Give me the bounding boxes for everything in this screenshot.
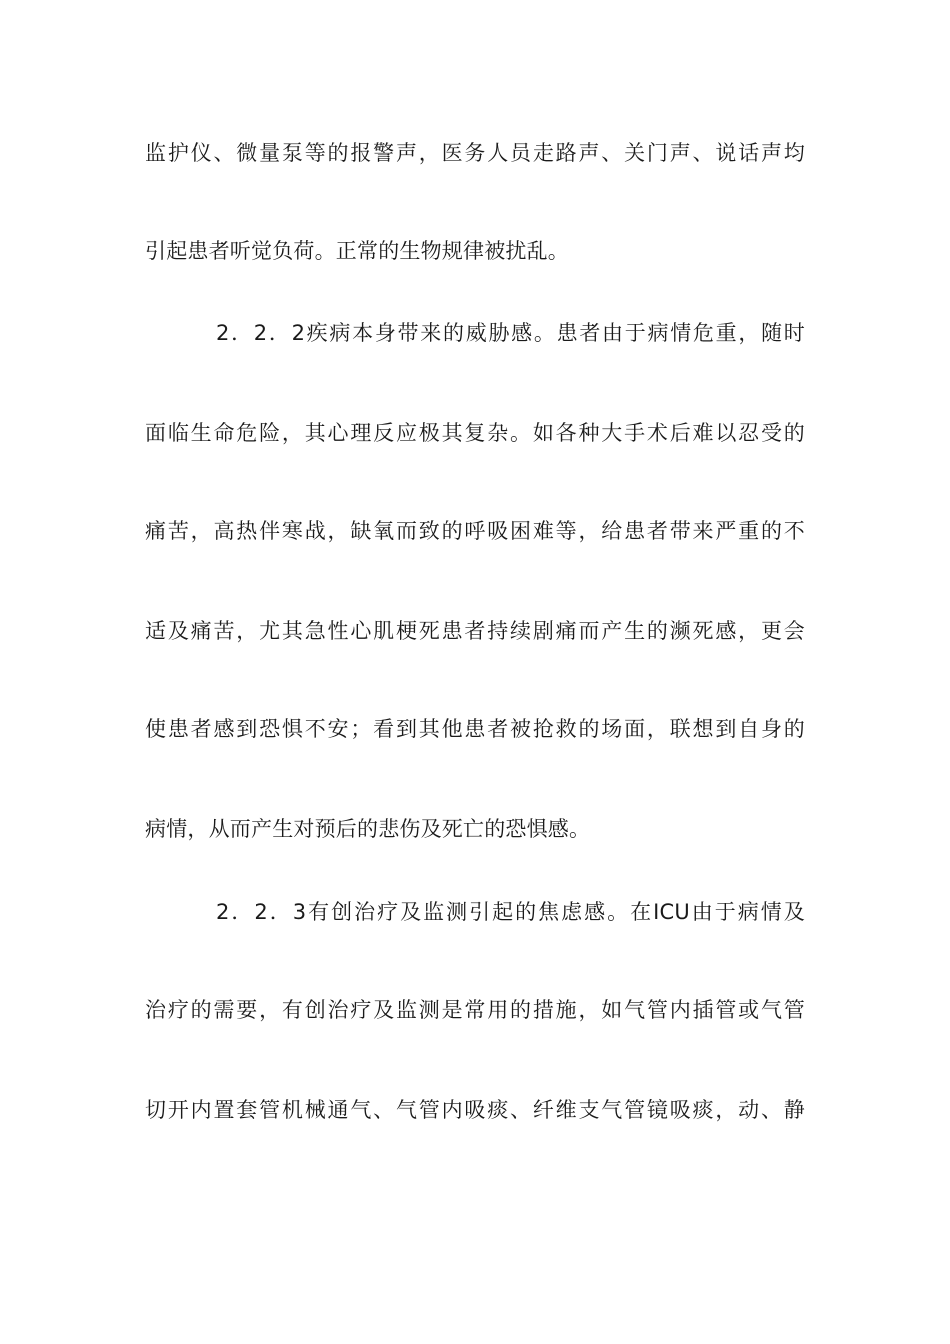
body-text-line: 使患者感到恐惧不安；看到其他患者被抢救的场面，联想到自身的 bbox=[145, 717, 805, 741]
body-text-line: 面临生命危险，其心理反应极其复杂。如各种大手术后难以忍受的 bbox=[145, 421, 805, 445]
body-text-line: 适及痛苦，尤其急性心肌梗死患者持续剧痛而产生的濒死感，更会 bbox=[145, 619, 805, 643]
body-text-line: 切开内置套管机械通气、气管内吸痰、纤维支气管镜吸痰，动、静 bbox=[145, 1098, 805, 1122]
section-heading-line: 2．2．2疾病本身带来的威胁感。患者由于病情危重，随时 bbox=[216, 321, 805, 345]
body-text-line: 痛苦，高热伴寒战，缺氧而致的呼吸困难等，给患者带来严重的不 bbox=[145, 519, 805, 543]
body-text-line: 病情，从而产生对预后的悲伤及死亡的恐惧感。 bbox=[145, 817, 591, 841]
body-text-line: 引起患者听觉负荷。正常的生物规律被扰乱。 bbox=[145, 239, 569, 263]
section-heading-line: 2．2．3有创治疗及监测引起的焦虑感。在ICU由于病情及 bbox=[216, 900, 805, 924]
body-text-line: 监护仪、微量泵等的报警声，医务人员走路声、关门声、说话声均 bbox=[145, 141, 805, 165]
body-text-line: 治疗的需要，有创治疗及监测是常用的措施，如气管内插管或气管 bbox=[145, 998, 805, 1022]
